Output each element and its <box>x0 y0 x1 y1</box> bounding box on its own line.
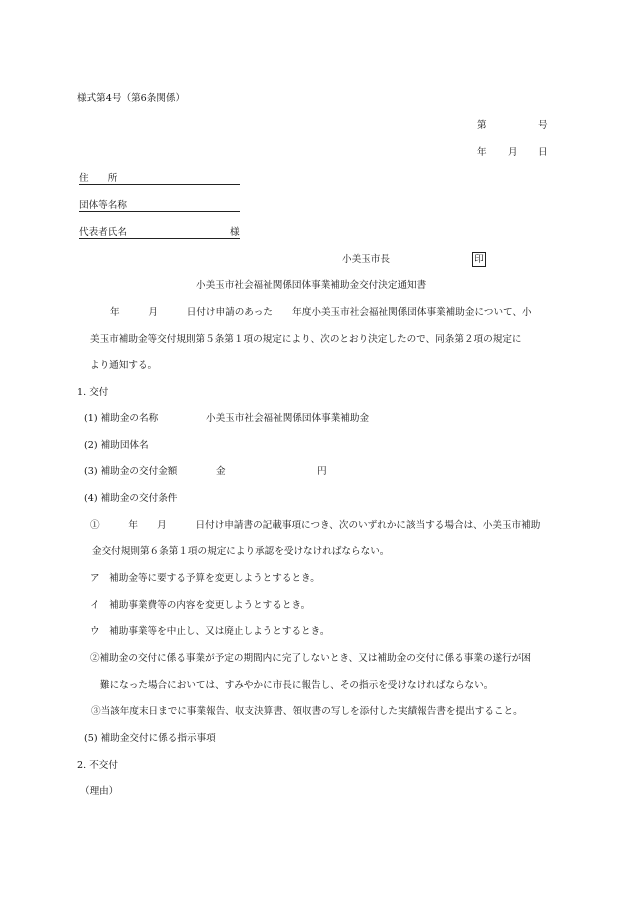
condition-a: ア 補助金等に要する予算を変更しようとするとき。 <box>90 573 320 584</box>
org-name-label: 団体等名称 <box>79 200 127 211</box>
item-amount-label: (3) 補助金の交付金額 <box>84 466 178 477</box>
condition-1-line-1: ① 年 月 日付け申請書の記載事項につき、次のいずれかに該当する場合は、小美玉市補助 <box>90 520 541 531</box>
date-month: 月 <box>508 147 518 158</box>
condition-1-line-2: 金交付規則第６条第１項の規定により承認を受けなければならない。 <box>92 546 390 557</box>
condition-2-line-1: ②補助金の交付に係る事業が予定の期間内に完了しないとき、又は補助金の交付に係る事業の遂行が困 <box>90 653 531 664</box>
item-amount-prefix: 金 <box>216 466 226 477</box>
issuer-title: 小美玉市長 <box>342 254 390 265</box>
condition-2-line-2: 難になった場合においては、すみやかに市長に報告し、その指示を受けなければならない。 <box>100 680 494 691</box>
intro-line-2: 美玉市補助金等交付規則第５条第１項の規定により、次のとおり決定したので、同条第２項の規定に <box>90 334 522 345</box>
representative-honorific: 様 <box>230 227 240 238</box>
item-group-name-label: (2) 補助団体名 <box>84 440 149 451</box>
org-name-underline <box>79 211 240 212</box>
address-label: 住 所 <box>79 173 118 184</box>
section-1-heading: 1. 交付 <box>77 387 109 398</box>
intro-line-1: 年 月 日付け申請のあった 年度小美玉市社会福祉関係団体事業補助金について、小 <box>110 307 532 318</box>
doc-number-suffix: 号 <box>538 120 548 131</box>
date-day: 日 <box>538 147 548 158</box>
representative-label: 代表者氏名 <box>79 227 127 238</box>
form-label: 様式第4号（第6条関係） <box>77 93 186 104</box>
condition-u: ウ 補助事業等を中止し、又は廃止しようとするとき。 <box>90 626 330 637</box>
doc-number-prefix: 第 <box>477 120 487 131</box>
item-amount-unit: 円 <box>317 466 327 477</box>
seal-mark: 印 <box>472 252 486 267</box>
reason-label: （理由） <box>80 786 119 797</box>
item-subsidy-name-label: (1) 補助金の名称 <box>84 413 159 424</box>
item-conditions-label: (4) 補助金の交付条件 <box>84 493 178 504</box>
section-2-heading: 2. 不交付 <box>77 760 118 771</box>
condition-3: ③当該年度末日までに事業報告、収支決算書、領収書の写しを添付した実績報告書を提出すること。 <box>91 706 523 717</box>
representative-underline <box>79 238 240 239</box>
item-instructions-label: (5) 補助金交付に係る指示事項 <box>84 733 216 744</box>
condition-i: イ 補助事業費等の内容を変更しようとするとき。 <box>90 600 311 611</box>
intro-line-3: より通知する。 <box>90 360 158 371</box>
item-subsidy-name-value: 小美玉市社会福祉関係団体事業補助金 <box>206 413 370 424</box>
document-title: 小美玉市社会福祉関係団体事業補助金交付決定通知書 <box>196 280 427 291</box>
address-underline <box>79 184 240 185</box>
date-year: 年 <box>477 147 487 158</box>
